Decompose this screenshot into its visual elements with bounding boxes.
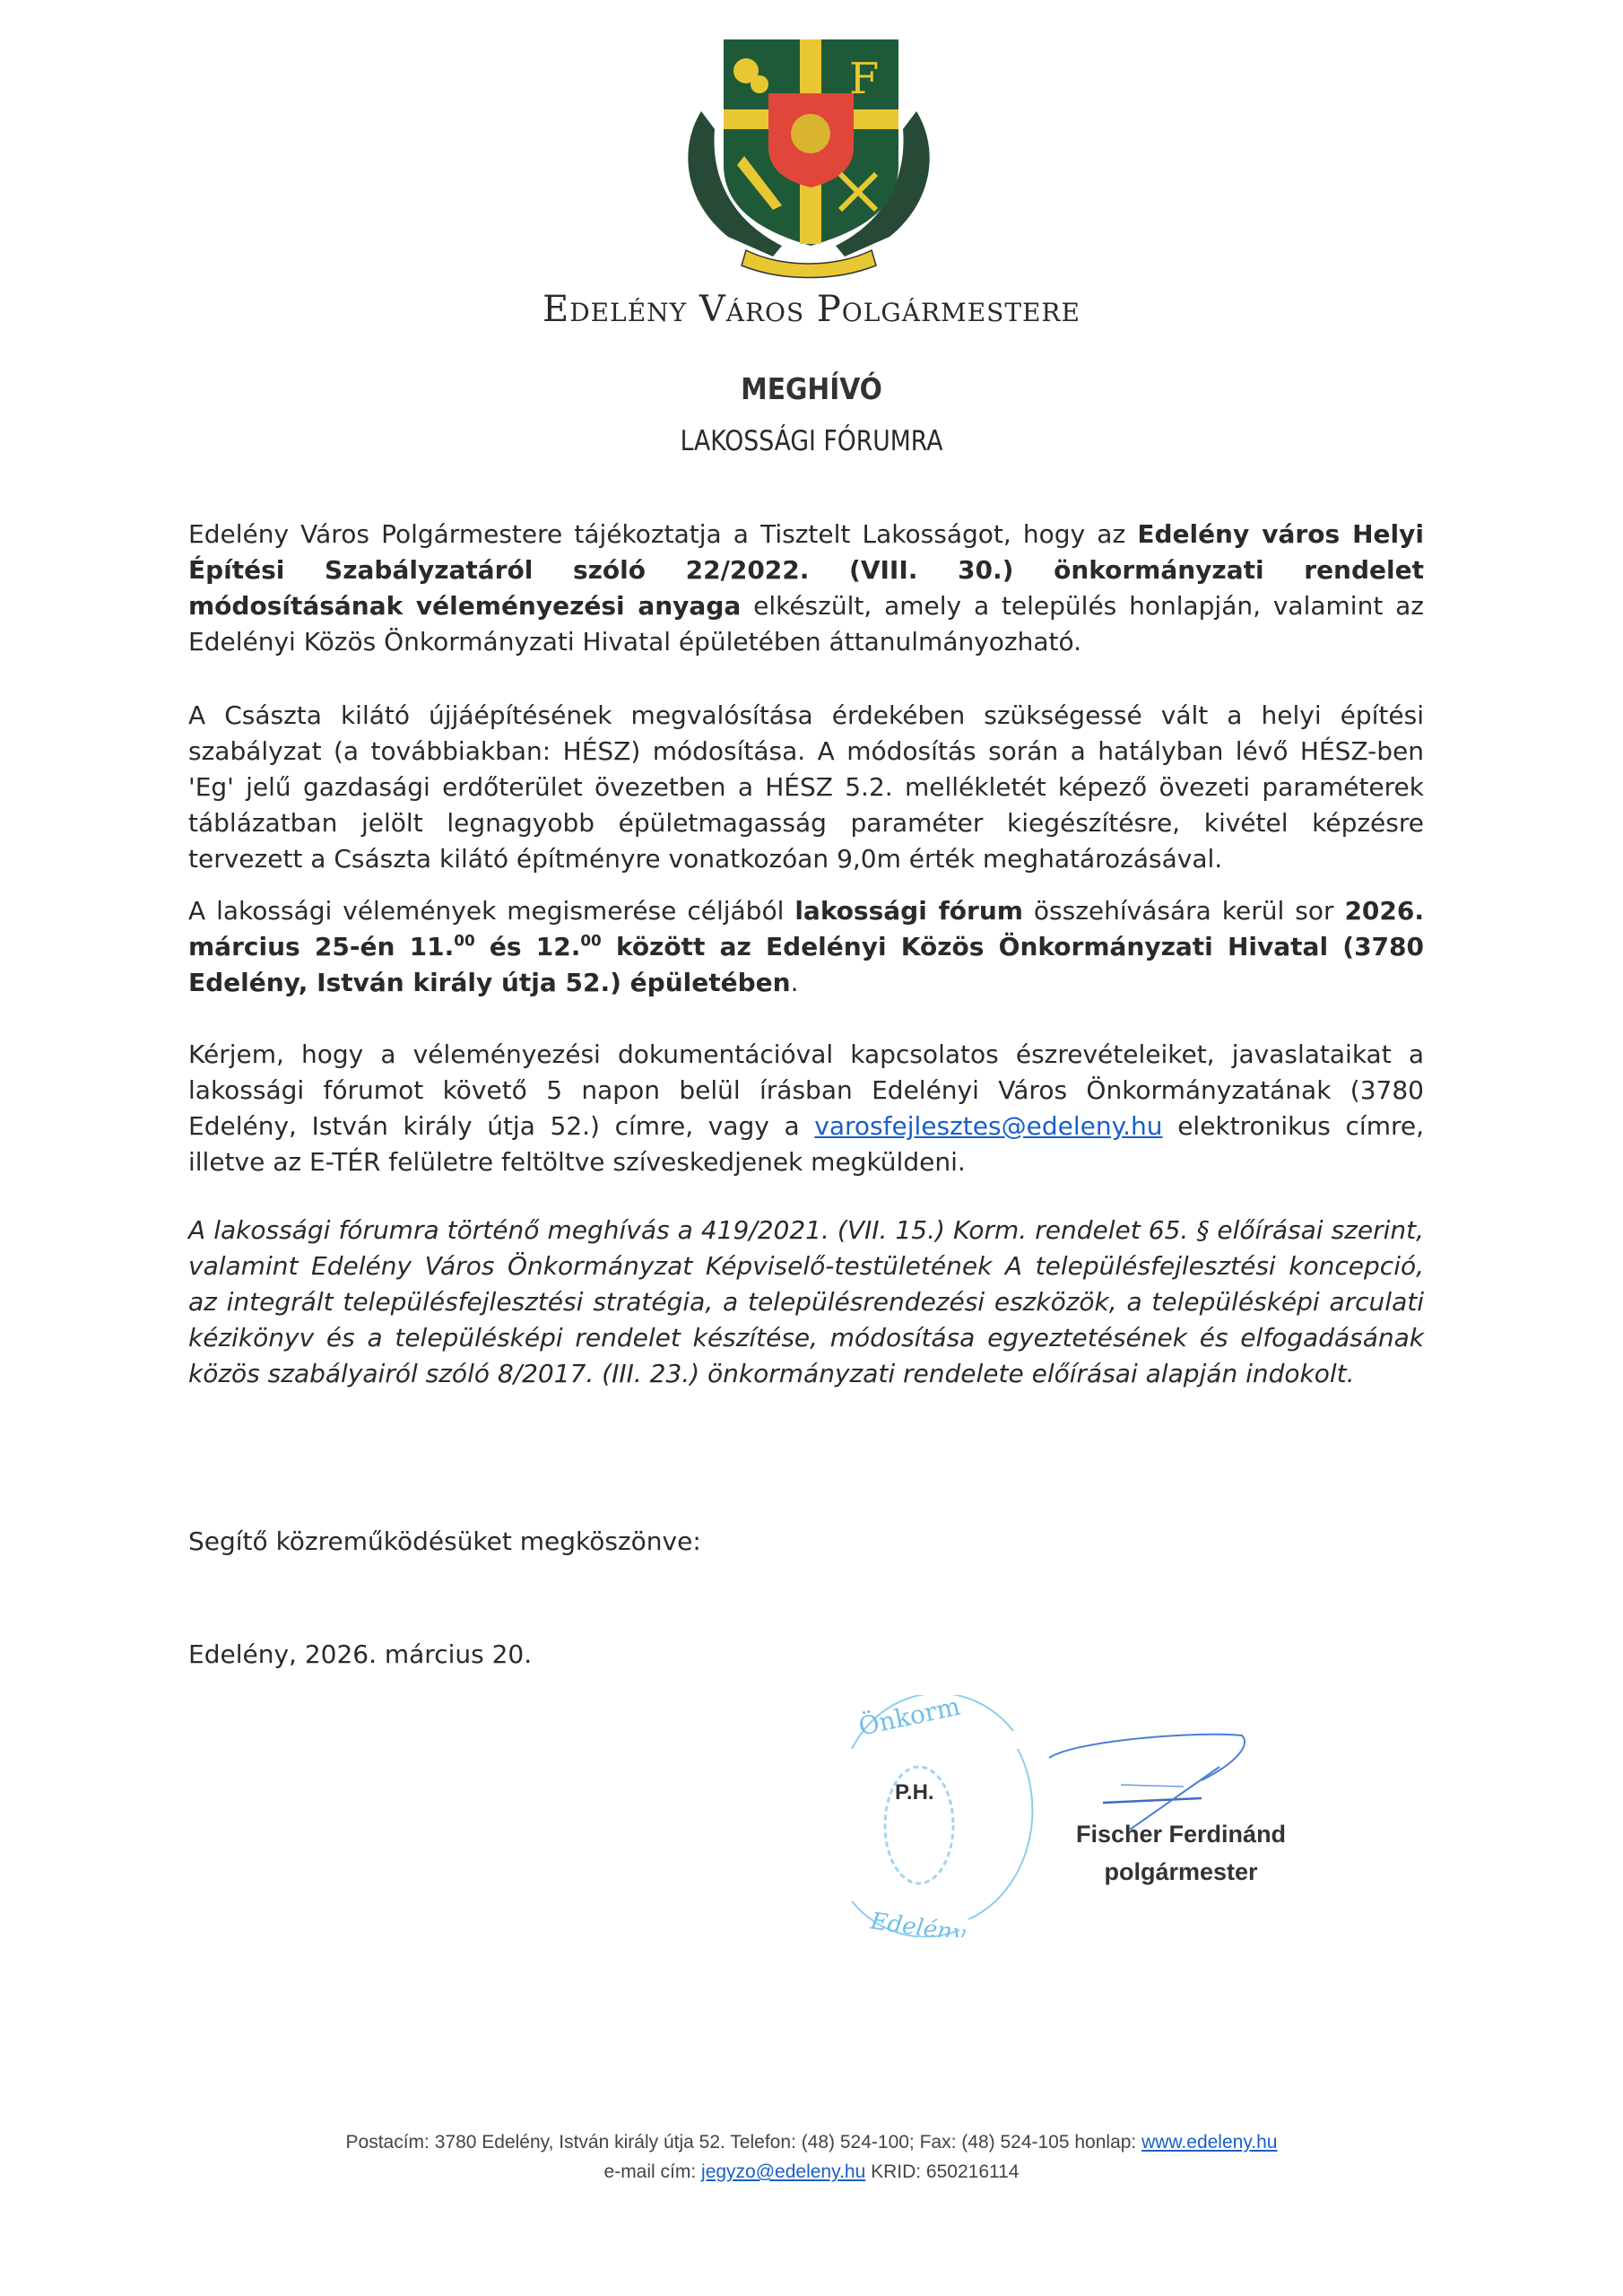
forum-location: között az Edelényi Közös Önkormányzati Hivatal (3780 Edelény, István király útja 52.) épületében [188, 932, 1424, 997]
paragraph-amendment: A Császta kilátó újjáépítésének megvalósítása érdekében szükségessé vált a helyi építési szabályzat (a továbbiakban: HÉSZ) módosítása. A módosítás során a hatályban lévő HÉSZ-ben 'Eg' jelű gazdasági erdőterület övezetben a HÉSZ 5.2. mellékletét képező övezeti paraméterek táblázatban jelölt legnagyobb épületmagasság paraméter kiegészítésre, kivétel képzésre tervezett a Császta kilátó építményre vonatkozóan 9,0m érték meghatározásával. [188, 700, 1424, 874]
document-heading: MEGHÍVÓ [741, 371, 882, 406]
paragraph-text: A lakossági vélemények megismerése céljából [188, 896, 795, 926]
krid-number: KRID: 650216114 [865, 2161, 1020, 2182]
closing-thanks: Segítő közreműködésüket megköszönve: [188, 1526, 701, 1556]
signatory-block [1076, 1815, 1286, 1891]
forum-label: lakossági fórum [794, 896, 1023, 926]
website-link[interactable]: www.edeleny.hu [1141, 2132, 1278, 2152]
footer-line-1 [0, 2127, 1623, 2157]
paragraph-legal-basis: A lakossági fórumra történő meghívás a 419/2021. (VII. 15.) Korm. rendelet 65. § előírásai szerint, valamint Edelény Város Önkormányzat Képviselő-testületének A településfejlesztési koncepció, az integrált településfejlesztési stratégia, a településrendezési eszközök, a településképi arculati kézikönyv és a településképi rendelet készítése, módosítása egyeztetésének és elfogadásának közös szabályairól szóló 8/2017. (III. 23.) önkormányzati rendelete előírásai alapján indokolt. [188, 1215, 1424, 1388]
time-minutes: 00 [454, 931, 475, 950]
signatory-name: Fischer Ferdinánd [1076, 1821, 1287, 1848]
city-coat-of-arms [674, 30, 943, 282]
svg-text:Edelény: Edelény [869, 1908, 968, 1937]
stamp-seal-icon [834, 1695, 1040, 1937]
feedback-email-link[interactable]: varosfejlesztes@edeleny.hu [814, 1111, 1163, 1141]
paragraph-text: Kérjem, hogy a véleményezési dokumentációval kapcsolatos észrevételeiket, javaslataikat a lakossági fórumot követő 5 napon belül írásban Edelényi Város Önkormányzatának (3780 Edelény, István király útja 52.) címre, vagy a [188, 1039, 1424, 1141]
signatory-role: polgármester [1104, 1858, 1258, 1885]
letterhead-footer [0, 2127, 1623, 2187]
paragraph-text: elektronikus címre, illetve az E-TÉR felületre feltöltve szíveskedjenek megküldeni. [188, 1111, 1424, 1177]
time-minutes: 00 [580, 931, 602, 950]
forum-date: 2026. március 25-én 11. [188, 896, 1425, 961]
forum-time: és 12. [474, 932, 581, 961]
office-email-link[interactable]: jegyzo@edeleny.hu [701, 2161, 866, 2182]
document-subheading: LAKOSSÁGI FÓRUMRA [680, 425, 943, 457]
postal-contact-info: Postacím: 3780 Edelény, István király útja 52. Telefon: (48) 524-100; Fax: (48) 524-105 honlap: [345, 2132, 1142, 2152]
svg-text:Önkorm: Önkorm [855, 1695, 963, 1742]
document-date: Edelény, 2026. március 20. [188, 1639, 533, 1669]
signature-scribble-icon [1022, 1713, 1291, 1830]
handwritten-signature [1022, 1713, 1291, 1830]
paragraph-feedback-request [188, 1037, 1424, 1180]
paragraph-announcement [188, 517, 1424, 660]
issuer-title: Edelény Város Polgármestere [542, 289, 1081, 330]
regulation-title: Edelény város Helyi Építési Szabályzatáról szóló 22/2022. (VIII. 30.) önkormányzati rendelet módosításának véleményezési anyaga [188, 519, 1424, 621]
footer-line-2 [0, 2157, 1623, 2187]
paragraph-forum-details [188, 893, 1424, 1001]
paragraph-text: . [790, 968, 799, 997]
paragraph-text: Edelény Város Polgármestere tájékoztatja a Tisztelt Lakosságot, hogy az [188, 519, 1138, 549]
email-label: e-mail cím: [603, 2161, 702, 2182]
stamp-place-mark: P.H. [895, 1780, 934, 1805]
paragraph-text: elkészült, amely a település honlapján, valamint az Edelényi Közös Önkormányzati Hivatal épületében áttanulmányozható. [188, 591, 1425, 657]
coat-of-arms-icon [674, 30, 943, 282]
paragraph-text: összehívására kerül sor [1022, 896, 1345, 926]
official-stamp [834, 1695, 1040, 1937]
svg-text:F: F [849, 54, 880, 104]
